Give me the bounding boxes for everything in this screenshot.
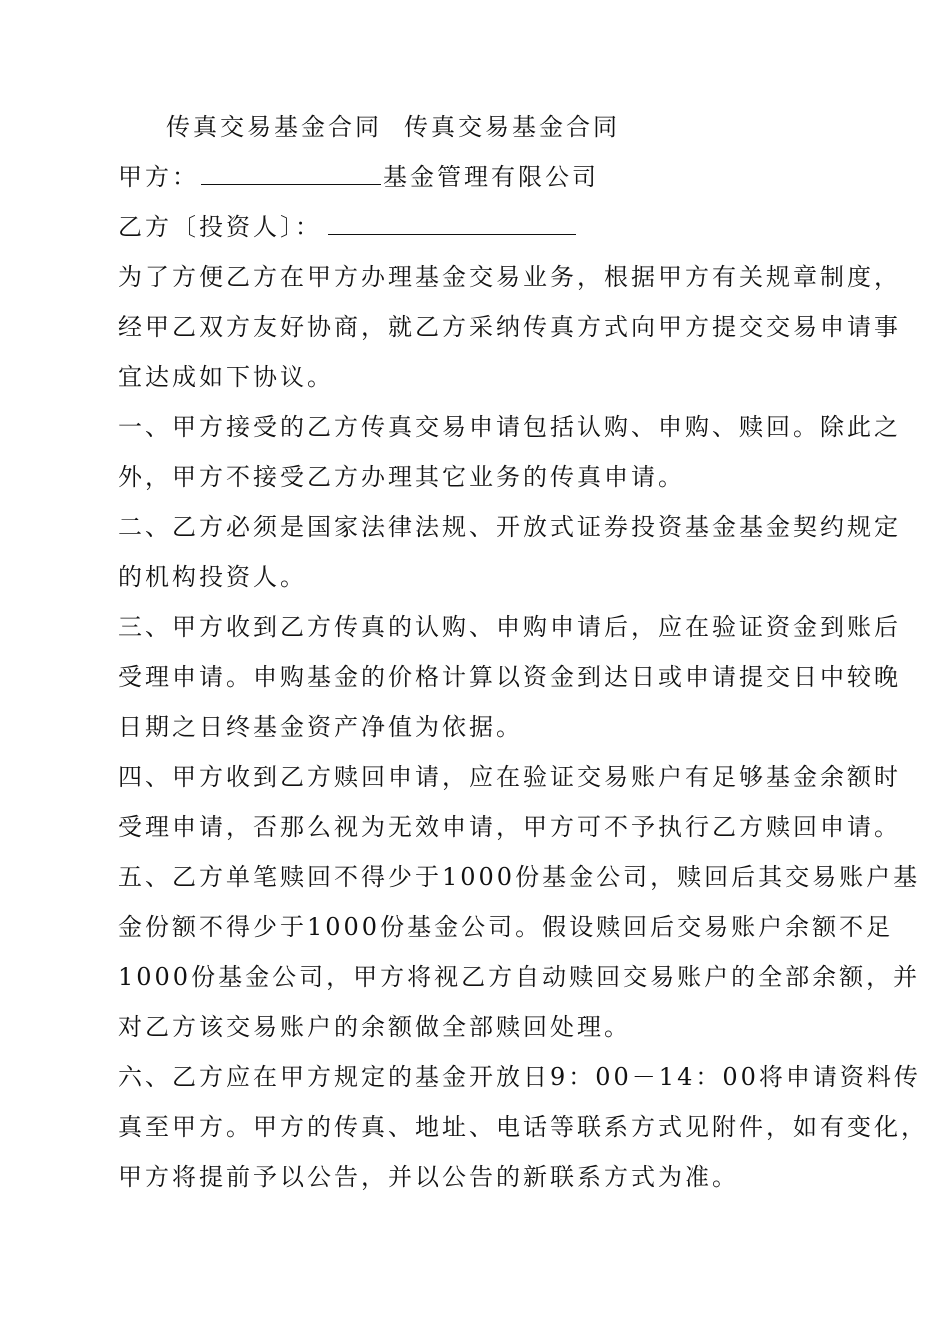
party-a-suffix: 基金管理有限公司: [383, 163, 599, 191]
party-b-blank: [328, 212, 576, 235]
party-a-blank: [201, 162, 381, 185]
clause-5-line: 金份额不得少于1000份基金公司。假设赎回后交易账户余额不足: [118, 913, 894, 941]
body-line: 宜达成如下协议。: [118, 363, 334, 391]
clause-1-line: 外，甲方不接受乙方办理其它业务的传真申请。: [118, 463, 685, 491]
clause-2-line: 的机构投资人。: [118, 563, 307, 591]
party-b-label: 乙方〔投资人〕：: [118, 213, 322, 241]
clause-5-line: 1000份基金公司，甲方将视乙方自动赎回交易账户的全部余额，并: [118, 963, 921, 991]
clause-6-line: 甲方将提前予以公告，并以公告的新联系方式为准。: [118, 1163, 739, 1191]
clause-2-line: 二、乙方必须是国家法律法规、开放式证券投资基金基金契约规定: [118, 513, 901, 541]
party-a-label: 甲方：: [118, 163, 199, 191]
clause-5-line: 五、乙方单笔赎回不得少于1000份基金公司，赎回后其交易账户基: [118, 863, 921, 891]
title-text-2: 传真交易基金合同: [404, 113, 620, 141]
clause-3-line: 三、甲方收到乙方传真的认购、申购申请后，应在验证资金到账后: [118, 613, 901, 641]
clause-6-line: 六、乙方应在甲方规定的基金开放日9：00－14：00将申请资料传: [118, 1063, 921, 1091]
party-b-line: [118, 212, 576, 242]
party-a-line: [118, 162, 599, 192]
body-line: 为了方便乙方在甲方办理基金交易业务，根据甲方有关规章制度，: [118, 263, 901, 291]
title-text-1: 传真交易基金合同: [166, 113, 382, 141]
clause-1-line: 一、甲方接受的乙方传真交易申请包括认购、申购、赎回。除此之: [118, 413, 901, 441]
clause-4-line: 受理申请，否那么视为无效申请，甲方可不予执行乙方赎回申请。: [118, 813, 901, 841]
clause-6-line: 真至甲方。甲方的传真、地址、电话等联系方式见附件，如有变化，: [118, 1113, 928, 1141]
document-title: [166, 112, 620, 142]
clause-4-line: 四、甲方收到乙方赎回申请，应在验证交易账户有足够基金余额时: [118, 763, 901, 791]
clause-5-line: 对乙方该交易账户的余额做全部赎回处理。: [118, 1013, 631, 1041]
body-line: 经甲乙双方友好协商，就乙方采纳传真方式向甲方提交交易申请事: [118, 313, 901, 341]
clause-3-line: 受理申请。申购基金的价格计算以资金到达日或申请提交日中较晚: [118, 663, 901, 691]
clause-3-line: 日期之日终基金资产净值为依据。: [118, 713, 523, 741]
